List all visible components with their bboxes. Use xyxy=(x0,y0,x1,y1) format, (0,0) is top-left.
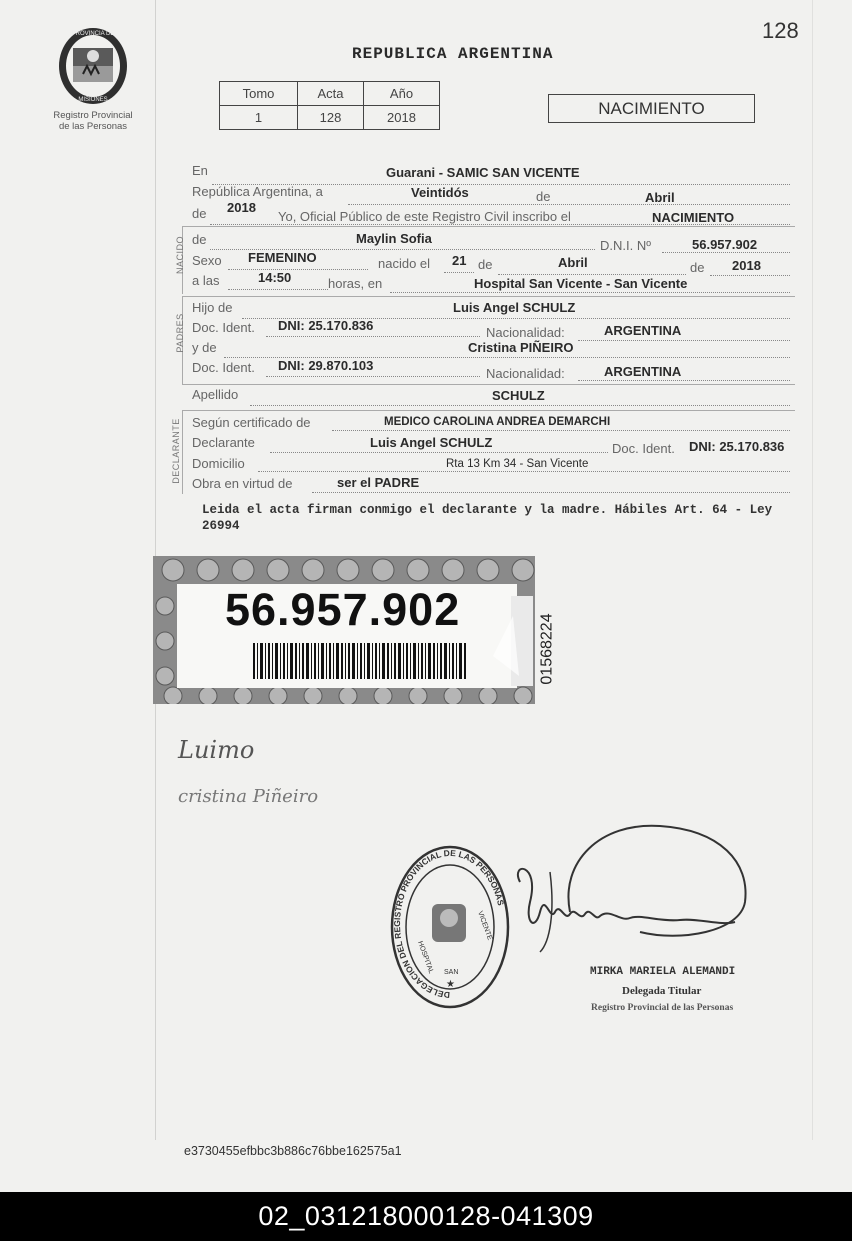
dotted-line xyxy=(312,492,790,493)
mother-name: Cristina PIÑEIRO xyxy=(468,340,574,355)
dotted-line xyxy=(578,340,790,341)
declarante-side-label: DECLARANTE xyxy=(171,418,181,484)
officer-signature xyxy=(510,822,755,957)
page-right-edge xyxy=(812,0,813,1140)
file-id-bar: 02_031218000128-041309 xyxy=(0,1192,852,1241)
a-las-label: a las xyxy=(192,273,220,288)
father-doc: DNI: 25.170.836 xyxy=(278,318,374,333)
declarante-label: Declarante xyxy=(192,435,255,450)
surname-value: SCHULZ xyxy=(492,388,545,403)
child-dni: 56.957.902 xyxy=(692,237,758,252)
oficial-text: Yo, Oficial Público de este Registro Civil inscribo el xyxy=(278,209,571,224)
table-value-tomo: 1 xyxy=(220,106,298,130)
record-type-value: NACIMIENTO xyxy=(652,210,735,225)
certificate-value: MEDICO CAROLINA ANDREA DEMARCHI xyxy=(384,416,611,428)
svg-text:SAN: SAN xyxy=(444,969,459,976)
section-divider xyxy=(182,296,795,297)
svg-text:PROVINCIA DE: PROVINCIA DE xyxy=(71,31,115,37)
mother-nationality: ARGENTINA xyxy=(604,364,682,379)
birth-place: Hospital San Vicente - San Vicente xyxy=(474,276,688,291)
sticker-dni-number: 56.957.902 xyxy=(225,584,461,635)
document-title: REPUBLICA ARGENTINA xyxy=(352,45,554,63)
dotted-line xyxy=(578,380,790,381)
dotted-line xyxy=(348,204,790,205)
father-name: Luis Angel SCHULZ xyxy=(453,300,576,315)
child-name: Maylin Sofia xyxy=(356,231,432,246)
de-label: de xyxy=(478,257,493,272)
barcode xyxy=(253,643,467,679)
birth-year: 2018 xyxy=(732,258,761,273)
table-header-tomo: Tomo xyxy=(220,82,298,106)
svg-text:HOSPITAL: HOSPITAL xyxy=(416,940,435,975)
en-label: En xyxy=(192,163,208,178)
page-number: 128 xyxy=(762,18,799,43)
dotted-line xyxy=(258,471,790,472)
dotted-line xyxy=(266,376,480,377)
sex-value: FEMENINO xyxy=(248,250,317,265)
birth-day: 21 xyxy=(452,253,467,268)
record-type-box: NACIMIENTO xyxy=(548,94,755,123)
y-de-label: y de xyxy=(192,340,217,355)
dotted-line xyxy=(662,252,790,253)
table-value-acta: 128 xyxy=(298,106,364,130)
dni-label: D.N.I. Nº xyxy=(600,238,651,253)
nacido-side-label: NACIDO xyxy=(175,236,185,275)
nacido-el-label: nacido el xyxy=(378,256,431,271)
section-divider xyxy=(182,384,795,385)
horas-label: horas, en xyxy=(328,276,383,291)
de-label: de xyxy=(690,260,705,275)
logo-caption-line2: de las Personas xyxy=(58,121,128,132)
doc-ident-label: Doc. Ident. xyxy=(612,441,675,456)
sticker-serial-number: 01568224 xyxy=(538,613,556,685)
day-words-value: Veintidós xyxy=(411,185,469,200)
dotted-line xyxy=(250,405,790,406)
document-hash: e3730455efbbc3b886c76bbe162575a1 xyxy=(184,1144,402,1158)
dotted-line xyxy=(228,289,328,290)
declarant-signature: Luimo xyxy=(178,736,255,764)
dotted-line xyxy=(390,292,790,293)
tomo-acta-table xyxy=(219,81,440,130)
sexo-label: Sexo xyxy=(192,253,222,268)
section-divider xyxy=(182,410,795,411)
table-value-anio: 2018 xyxy=(364,106,440,130)
apellido-label: Apellido xyxy=(192,387,239,402)
mother-doc: DNI: 29.870.103 xyxy=(278,358,374,373)
de-label: de xyxy=(192,206,207,221)
doc-ident-label: Doc. Ident. xyxy=(192,320,255,335)
svg-text:DELEGACION DEL REGISTRO PROVIN: DELEGACION DEL REGISTRO PROVINCIAL DE LAS PERSONAS xyxy=(392,847,507,1001)
father-nationality: ARGENTINA xyxy=(604,323,682,338)
logo-caption-line1: Registro Provincial xyxy=(53,110,133,121)
officer-office: Registro Provincial de las Personas xyxy=(591,1003,734,1013)
nacionalidad-label: Nacionalidad: xyxy=(486,325,565,340)
location-value: Guarani - SAMIC SAN VICENTE xyxy=(386,165,580,180)
dotted-line xyxy=(266,336,480,337)
dotted-line xyxy=(270,452,608,453)
officer-name: MIRKA MARIELA ALEMANDI xyxy=(590,966,736,978)
section-side-rule xyxy=(182,410,183,494)
declarant-doc: DNI: 25.170.836 xyxy=(689,439,785,454)
padres-side-label: PADRES xyxy=(175,313,185,353)
dotted-line xyxy=(332,430,790,431)
obra-en-virtud-label: Obra en virtud de xyxy=(192,476,293,491)
dotted-line xyxy=(444,272,474,273)
svg-text:★: ★ xyxy=(446,979,455,990)
table-header-anio: Año xyxy=(364,82,440,106)
mother-signature: cristina Piñeiro xyxy=(178,786,319,807)
dotted-line xyxy=(228,269,368,270)
segun-certificado-label: Según certificado de xyxy=(192,415,311,430)
de-label: de xyxy=(536,189,551,204)
republica-label: República Argentina, a xyxy=(192,184,323,199)
svg-text:MISIONES: MISIONES xyxy=(78,97,108,103)
doc-ident-label: Doc. Ident. xyxy=(192,360,255,375)
declarant-name: Luis Angel SCHULZ xyxy=(370,435,493,450)
year-value: 2018 xyxy=(227,200,256,215)
hijo-de-label: Hijo de xyxy=(192,300,233,315)
provincial-coat-of-arms-logo xyxy=(55,26,131,106)
official-seal-stamp xyxy=(388,842,512,1012)
nacionalidad-label: Nacionalidad: xyxy=(486,366,565,381)
officer-title: Delegada Titular xyxy=(622,985,702,997)
dotted-line xyxy=(710,275,790,276)
birth-time: 14:50 xyxy=(258,270,292,285)
section-divider xyxy=(182,226,795,227)
dotted-line xyxy=(498,274,686,275)
svg-text:VICENTE: VICENTE xyxy=(476,910,494,942)
domicilio-label: Domicilio xyxy=(192,456,245,471)
birth-month: Abril xyxy=(558,255,588,270)
reason-value: ser el PADRE xyxy=(337,475,420,490)
address-value: Rta 13 Km 34 - San Vicente xyxy=(446,458,589,470)
logo-caption xyxy=(40,110,146,132)
closing-statement: Leida el acta firman conmigo el declarante y la madre. Hábiles Art. 64 - Ley 26994 xyxy=(202,503,773,533)
month-value: Abril xyxy=(645,190,675,205)
de-label: de xyxy=(192,232,207,247)
table-header-acta: Acta xyxy=(298,82,364,106)
